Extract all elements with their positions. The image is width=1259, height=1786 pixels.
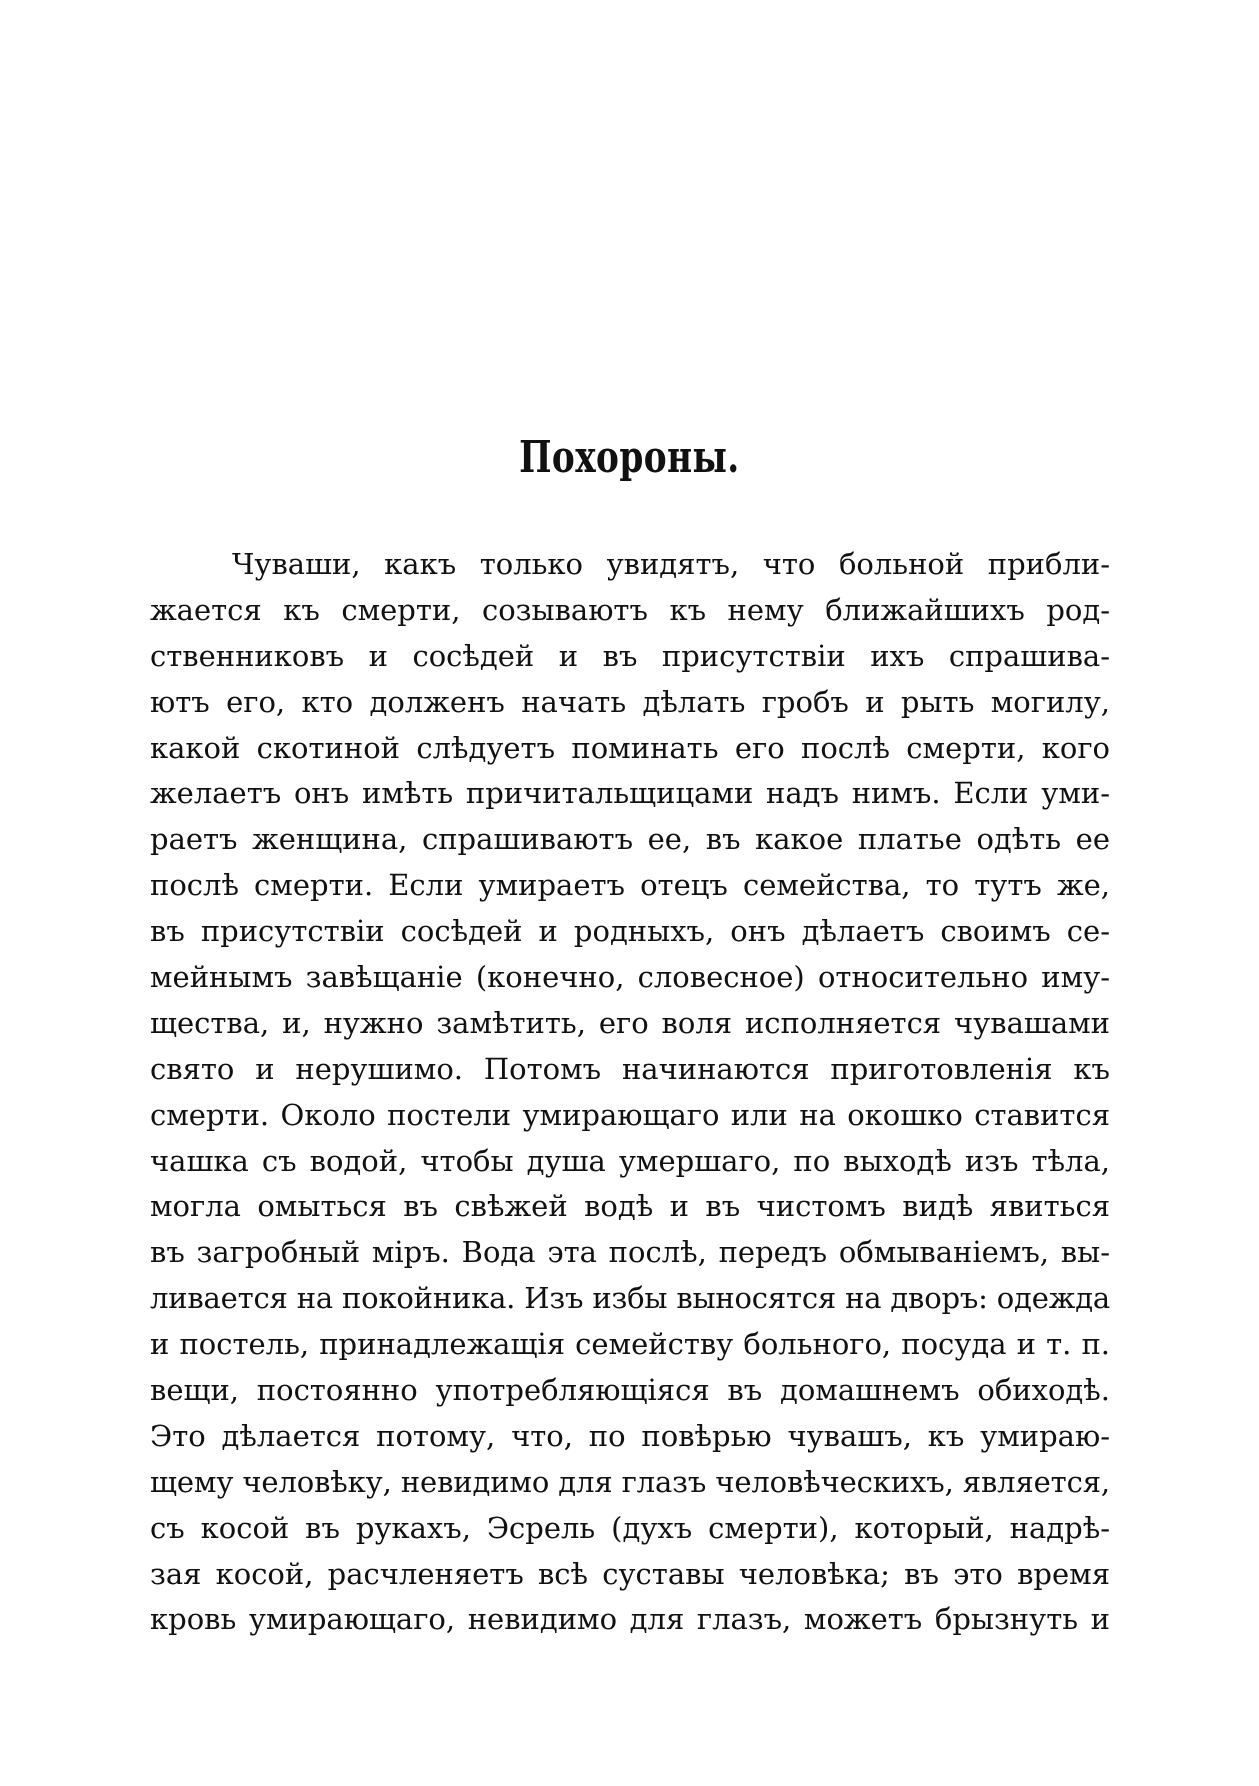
text-line: вещи, постоянно употребляющіяся въ домашнемъ обиходѣ. <box>150 1373 1110 1408</box>
text-line: мейнымъ завѣщаніе (конечно, словесное) относительно иму- <box>150 960 1110 995</box>
text-line: Чуваши, какъ только увидятъ, что больной прибли- <box>232 547 1110 581</box>
text-line: ственниковъ и сосѣдей и въ присутствіи ихъ спрашива- <box>150 638 1110 673</box>
text-line: чашка съ водой, чтобы душа умершаго, по выходѣ изъ тѣла, <box>150 1143 1110 1178</box>
text-line: кровь умирающаго, невидимо для глазъ, можетъ брызнуть и <box>150 1602 1110 1637</box>
text-line: Это дѣлается потому, что, по повѣрью чувашъ, къ умираю- <box>150 1418 1110 1453</box>
text-line: въ присутствіи сосѣдей и родныхъ, онъ дѣлаетъ своимъ се- <box>150 914 1110 949</box>
text-line: щему человѣку, невидимо для глазъ человѣческихъ, является, <box>150 1464 1110 1499</box>
text-line: желаетъ онъ имѣть причитальщицами надъ нимъ. Если уми- <box>150 776 1110 811</box>
text-line: и постель, принадлежащія семейству больного, посуда и т. п. <box>150 1327 1110 1362</box>
text-line: въ загробный міръ. Вода эта послѣ, передъ обмываніемъ, вы- <box>150 1235 1110 1270</box>
text-line: зая косой, расчленяетъ всѣ суставы человѣка; въ это время <box>150 1556 1110 1591</box>
text-line: свято и нерушимо. Потомъ начинаются приготовленія къ <box>150 1051 1110 1086</box>
text-line: какой скотиной слѣдуетъ поминать его послѣ смерти, кого <box>150 730 1110 765</box>
chapter-title: Похороны. <box>519 432 740 483</box>
text-line: могла омыться въ свѣжей водѣ и въ чистомъ видѣ явиться <box>150 1189 1110 1224</box>
body-text <box>150 542 1110 1643</box>
text-line: послѣ смерти. Если умираетъ отецъ семейства, то тутъ же, <box>150 868 1110 903</box>
text-line: ливается на покойника. Изъ избы выносятся на дворъ: одежда <box>150 1281 1110 1316</box>
text-line: щества, и, нужно замѣтить, его воля исполняется чувашами <box>150 1005 1110 1040</box>
text-line: ютъ его, кто долженъ начать дѣлать гробъ и рыть могилу, <box>150 684 1110 719</box>
text-line: жается къ смерти, созываютъ къ нему ближайшихъ род- <box>150 592 1110 627</box>
text-line: съ косой въ рукахъ, Эсрель (духъ смерти), который, надрѣ- <box>150 1510 1110 1545</box>
text-line: смерти. Около постели умирающаго или на окошко ставится <box>150 1097 1110 1132</box>
text-line: раетъ женщина, спрашиваютъ ее, въ какое платье одѣть ее <box>150 822 1110 857</box>
